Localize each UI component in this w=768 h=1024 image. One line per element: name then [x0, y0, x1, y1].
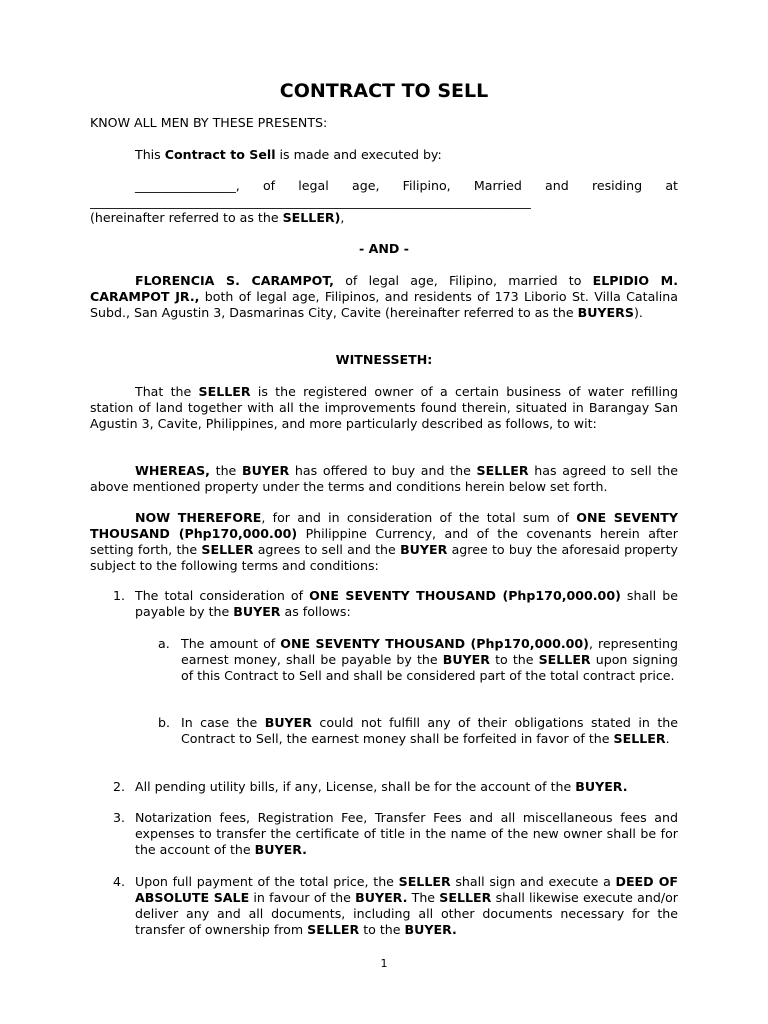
- buyers-text-2: both of legal age, Filipinos, and residents of 173 Liborio St. Villa Catalina Subd., San Agustin 3, Dasmarinas City, Cavite (hereinafter referred to as the: [90, 289, 678, 320]
- seller-line: [90, 178, 678, 194]
- seller-address-underline: ______________________________________________________________________: [90, 194, 531, 209]
- i1-text-3: as follows:: [280, 604, 351, 619]
- seller-line-text: , of legal age, Filipino, Married and residing at: [235, 178, 678, 193]
- page-number: 1: [380, 957, 388, 970]
- intro-paragraph: [90, 147, 678, 163]
- whereas-bold-2: BUYER: [241, 463, 290, 478]
- i4-text-4: The: [407, 890, 440, 905]
- list-number-4: 4.: [113, 874, 126, 889]
- list-item-4: [113, 874, 678, 938]
- list-item-a: [158, 636, 678, 684]
- whereas-bold-1: WHEREAS,: [135, 463, 210, 478]
- buyers-paragraph: [90, 273, 678, 321]
- ia-text-2: , representing earnest money, shall be payable by the: [181, 636, 678, 667]
- seller-ref-bold: SELLER): [282, 210, 341, 225]
- list-text-a: [181, 636, 678, 684]
- now-text-4: agree to buy the aforesaid property subject to the following terms and conditions:: [90, 542, 678, 573]
- list-text-3: [135, 810, 678, 858]
- now-bold-2: ONE SEVENTY THOUSAND (Php170,000.00): [90, 510, 678, 541]
- list-number-3: 3.: [113, 810, 126, 825]
- intro-pre: This: [135, 147, 165, 162]
- ia-text-1: The amount of: [181, 636, 281, 651]
- list-text-4: [135, 874, 678, 938]
- list-item-3: [113, 810, 678, 858]
- seller-ref-post: ,: [340, 210, 345, 225]
- i4-bold-3: BUYER.: [355, 890, 408, 905]
- list-item-2: [113, 779, 678, 795]
- i2-text-1: All pending utility bills, if any, License, shall be for the account of the: [135, 779, 576, 794]
- list-letter-b: b.: [158, 715, 170, 730]
- buyer-name-1: FLORENCIA S. CARAMPOT,: [135, 273, 334, 288]
- that-text-1: That the: [135, 384, 199, 399]
- buyer-name-2: ELPIDIO M. CARAMPOT JR.,: [90, 273, 678, 304]
- witnesseth-heading: WITNESSETH:: [335, 352, 433, 367]
- i1-bold-1: ONE SEVENTY THOUSAND (Php170,000.00): [309, 588, 621, 603]
- that-paragraph: [90, 384, 678, 432]
- ib-bold-1: BUYER: [264, 715, 312, 730]
- i4-text-3: in favour of the: [249, 890, 356, 905]
- list-number-2: 2.: [113, 779, 126, 794]
- that-bold-1: SELLER: [198, 384, 251, 399]
- i4-text-2: shall sign and execute a: [450, 874, 616, 889]
- list-text-2: [135, 779, 678, 795]
- ib-bold-2: SELLER: [613, 731, 666, 746]
- list-text-1: [135, 588, 678, 620]
- i3-text-1: Notarization fees, Registration Fee, Transfer Fees and all miscellaneous fees and expenses to transfer the certificate of title in the name of the new owner shall be for the account of the: [135, 810, 678, 857]
- i4-text-1: Upon full payment of the total price, the: [135, 874, 399, 889]
- whereas-bold-3: SELLER: [476, 463, 529, 478]
- list-letter-a: a.: [158, 636, 170, 651]
- ia-bold-2: BUYER: [442, 652, 490, 667]
- i4-bold-6: BUYER.: [404, 922, 457, 937]
- i1-text-2: shall be payable by the: [135, 588, 678, 619]
- list-number-1: 1.: [113, 588, 126, 603]
- ib-text-1: In case the: [181, 715, 265, 730]
- i4-bold-4: SELLER: [439, 890, 492, 905]
- now-therefore-paragraph: [90, 510, 678, 574]
- that-text-2: is the registered owner of a certain business of water refilling station of land together with all the improvements found therein, situated in Barangay San Agustin 3, Cavite, Philippines, and more particularly described as follows, to wit:: [90, 384, 678, 431]
- seller-ref-pre: (hereinafter referred to as the: [90, 210, 283, 225]
- list-item-1: [113, 588, 678, 620]
- now-bold-4: BUYER: [400, 542, 448, 557]
- seller-name-blank: ________________: [135, 178, 236, 193]
- i4-text-6: to the: [359, 922, 405, 937]
- whereas-paragraph: [90, 463, 678, 495]
- i4-bold-1: SELLER: [398, 874, 451, 889]
- intro-post: is made and executed by:: [275, 147, 442, 162]
- ib-text-2: could not fulfill any of their obligations stated in the Contract to Sell, the earnest money shall be forfeited in favor of the: [181, 715, 678, 746]
- now-bold-1: NOW THEREFORE: [135, 510, 262, 525]
- list-text-b: [181, 715, 678, 747]
- i4-bold-5: SELLER: [307, 922, 360, 937]
- and-separator: - AND -: [359, 241, 409, 256]
- buyers-ref: BUYERS: [577, 305, 634, 320]
- i1-text-1: The total consideration of: [135, 588, 310, 603]
- ib-text-3: .: [665, 731, 670, 746]
- whereas-text-1: the: [209, 463, 242, 478]
- now-bold-3: SELLER: [201, 542, 254, 557]
- know-all-men-line: KNOW ALL MEN BY THESE PRESENTS:: [90, 115, 328, 130]
- ia-text-4: upon signing of this Contract to Sell and shall be considered part of the total contract price.: [181, 652, 678, 683]
- intro-bold: Contract to Sell: [164, 147, 276, 162]
- ia-bold-3: SELLER: [538, 652, 591, 667]
- now-text-2: Philippine Currency, and of the covenants herein after setting forth, the: [90, 526, 678, 557]
- i2-bold-1: BUYER.: [575, 779, 628, 794]
- whereas-text-3: has agreed to sell the above mentioned property under the terms and conditions herein below set forth.: [90, 463, 678, 494]
- ia-text-3: to the: [489, 652, 539, 667]
- ia-bold-1: ONE SEVENTY THOUSAND (Php170,000.00): [280, 636, 589, 651]
- buyers-text-1: of legal age, Filipino, married to: [333, 273, 593, 288]
- i4-text-5: shall likewise execute and/or deliver any and all documents, including all other documents necessary for the transfer of ownership from: [135, 890, 678, 937]
- i1-bold-2: BUYER: [233, 604, 281, 619]
- now-text-3: agrees to sell and the: [253, 542, 401, 557]
- list-item-b: [158, 715, 678, 747]
- document-title: CONTRACT TO SELL: [279, 80, 489, 102]
- whereas-text-2: has offered to buy and the: [289, 463, 477, 478]
- i4-bold-2: DEED OF ABSOLUTE SALE: [135, 874, 679, 905]
- buyers-text-3: ).: [633, 305, 643, 320]
- i3-bold-1: BUYER.: [254, 842, 307, 857]
- now-text-1: , for and in consideration of the total sum of: [261, 510, 577, 525]
- seller-reference: [90, 210, 678, 226]
